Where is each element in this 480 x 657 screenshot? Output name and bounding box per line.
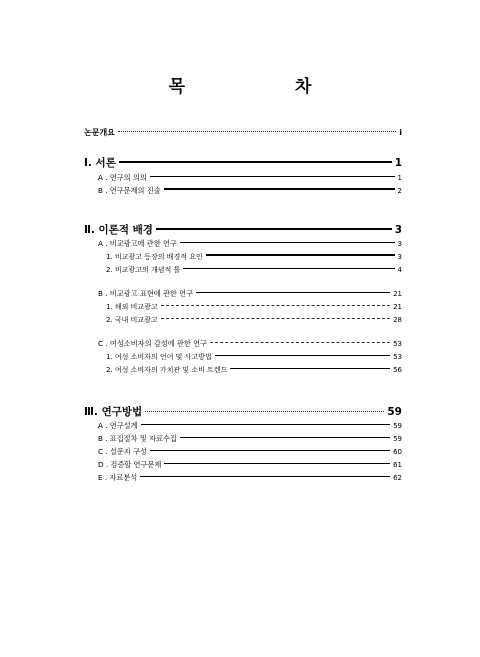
toc-entry-page: 21 <box>393 290 402 298</box>
toc-entry-label: C . 여성소비자의 감성에 관한 연구 <box>98 339 207 348</box>
toc-entry-abstract[interactable] <box>84 127 402 138</box>
toc-leader <box>145 410 384 412</box>
toc-entry-label: D . 검증할 연구문제 <box>98 460 162 469</box>
toc-leader <box>196 291 390 293</box>
toc-entry-2c1[interactable] <box>106 352 402 362</box>
toc-leader <box>150 449 390 451</box>
toc-leader <box>156 227 392 230</box>
toc-entry-2b1[interactable] <box>106 302 402 312</box>
toc-entry-3d[interactable] <box>98 460 402 470</box>
toc-leader <box>164 462 390 464</box>
toc-entry-chapter-2[interactable] <box>84 222 402 237</box>
toc-entry-label: B . 연구문제의 진술 <box>98 186 161 195</box>
toc-entry-label: B . 표집절차 및 자료수집 <box>98 434 177 443</box>
toc-leader <box>118 130 396 132</box>
toc-entry-label: B . 비교광고 표현에 관한 연구 <box>98 289 194 298</box>
toc-entry-page: 2 <box>397 187 402 195</box>
toc-entry-label: C . 설문지 구성 <box>98 447 147 456</box>
toc-entry-2c[interactable] <box>98 339 402 349</box>
toc-entry-2a1[interactable] <box>106 252 402 262</box>
toc-entry-1b[interactable] <box>98 186 402 196</box>
toc-entry-label: 2. 비교광고의 개념적 틀 <box>106 266 181 274</box>
toc-entry-label: A . 비교광고에 관한 연구 <box>98 239 177 248</box>
toc-entry-label: Ⅱ. 이론적 배경 <box>84 224 153 236</box>
toc-entry-2a2[interactable] <box>106 265 402 275</box>
toc-entry-3a[interactable] <box>98 421 402 431</box>
toc-entry-page: 3 <box>397 253 402 261</box>
toc-entry-page: 62 <box>393 474 402 482</box>
toc-entry-page: 3 <box>394 224 402 236</box>
toc-entry-2c2[interactable] <box>106 365 402 375</box>
toc-leader <box>161 317 390 319</box>
toc-entry-page: 53 <box>393 353 402 361</box>
page-title: 목 차 <box>168 77 364 97</box>
toc-leader <box>140 475 390 477</box>
toc-entry-1a[interactable] <box>98 173 402 183</box>
toc-leader <box>180 241 395 243</box>
toc-entry-page: 61 <box>393 461 402 469</box>
toc-entry-2a[interactable] <box>98 239 402 249</box>
toc-entry-chapter-3[interactable] <box>84 404 402 419</box>
toc-entry-page: 1 <box>397 174 402 182</box>
toc-entry-page: 59 <box>387 406 402 418</box>
toc-entry-page: 21 <box>393 303 402 311</box>
toc-entry-label: 2. 여성 소비자의 가치관 및 소비 트렌드 <box>106 366 228 374</box>
toc-entry-label: A . 연구설계 <box>98 421 138 430</box>
toc-leader <box>150 175 395 177</box>
toc-entry-label: 1. 해외 비교광고 <box>106 303 158 311</box>
toc-entry-2b2[interactable] <box>106 315 402 325</box>
toc-leader <box>183 267 394 269</box>
toc-entry-chapter-1[interactable] <box>84 155 402 170</box>
toc-entry-3b[interactable] <box>98 434 402 444</box>
toc-entry-page: 59 <box>393 422 402 430</box>
toc-entry-page: 59 <box>393 435 402 443</box>
toc-entry-label: Ⅰ. 서론 <box>84 157 116 169</box>
toc-entry-label: 1. 여성 소비자의 언어 및 사고방법 <box>106 353 212 361</box>
toc-entry-page: i <box>399 128 402 137</box>
toc-entry-page: 28 <box>393 316 402 324</box>
toc-entry-2b[interactable] <box>98 289 402 299</box>
toc-entry-page: 53 <box>393 340 402 348</box>
toc-leader <box>161 304 390 306</box>
toc-leader <box>210 341 390 343</box>
toc-entry-3e[interactable] <box>98 473 402 483</box>
toc-entry-page: 1 <box>394 157 402 169</box>
toc-entry-label: 1. 비교광고 등장의 배경적 요인 <box>106 253 203 261</box>
toc-leader <box>141 423 391 425</box>
toc-leader <box>180 436 390 438</box>
toc-entry-label: Ⅲ. 연구방법 <box>84 406 143 418</box>
toc-leader <box>230 367 390 369</box>
toc-leader <box>119 160 392 163</box>
toc-leader <box>215 354 390 356</box>
toc-entry-page: 56 <box>393 366 402 374</box>
toc-entry-page: 3 <box>397 240 402 248</box>
toc-leader <box>206 253 395 256</box>
toc-entry-page: 60 <box>393 448 402 456</box>
toc-leader <box>164 187 395 190</box>
toc-entry-label: A . 연구의 의의 <box>98 173 147 182</box>
toc-entry-label: E . 자료분석 <box>98 473 138 482</box>
toc-entry-label: 2. 국내 비교광고 <box>106 316 158 324</box>
toc-entry-3c[interactable] <box>98 447 402 457</box>
toc-entry-page: 4 <box>397 266 402 274</box>
toc-entry-label: 논문개요 <box>84 128 115 137</box>
